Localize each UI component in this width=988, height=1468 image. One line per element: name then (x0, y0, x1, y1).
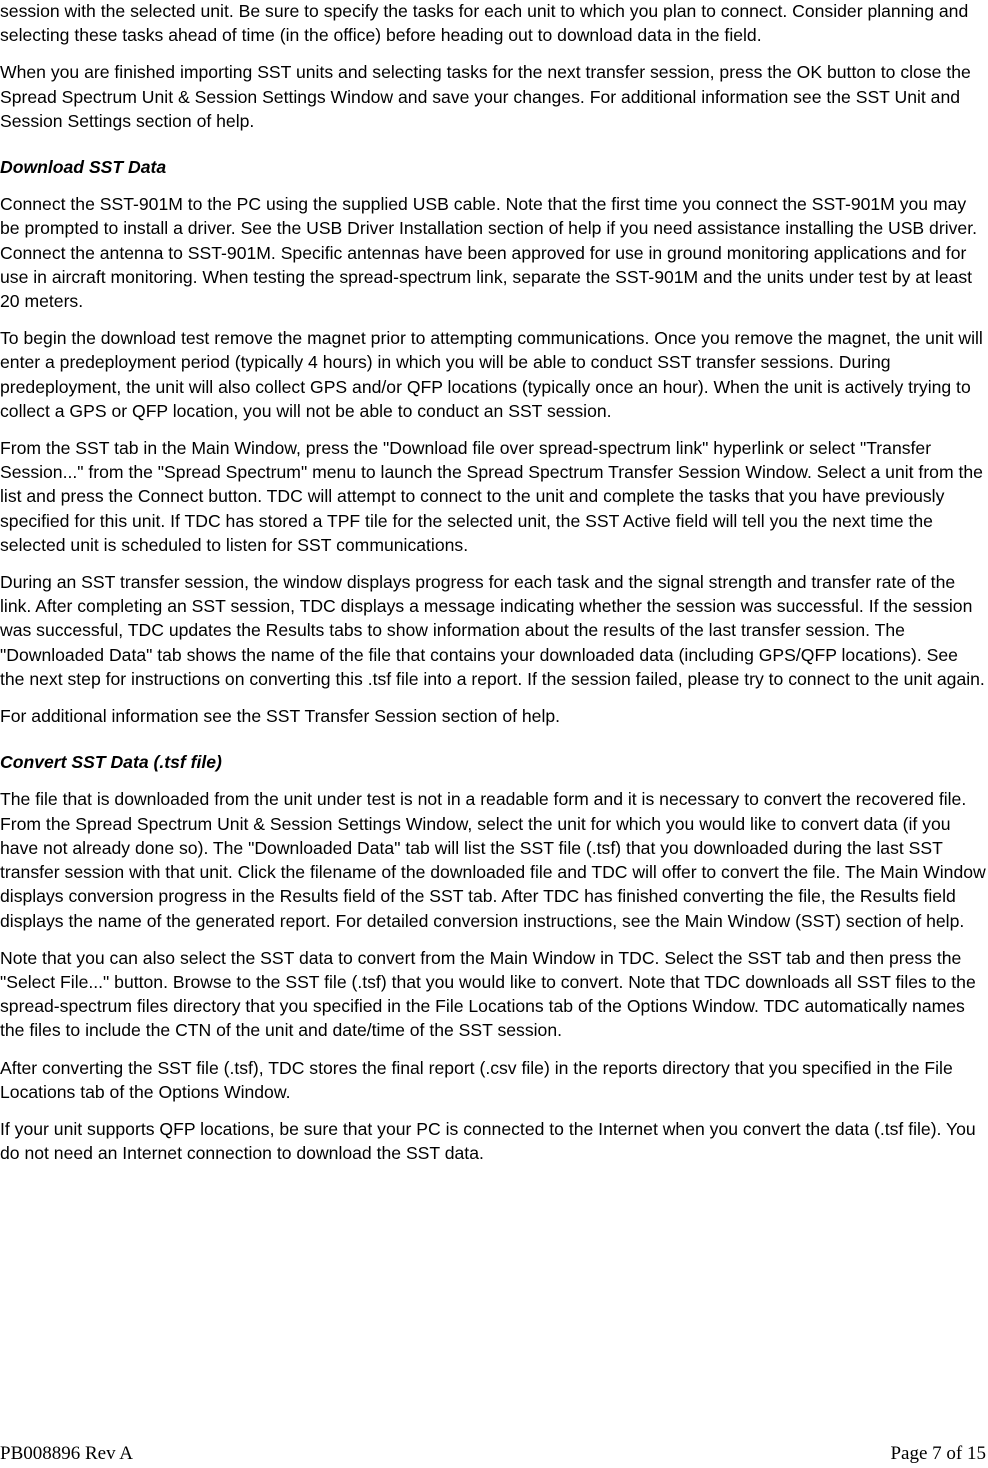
paragraph-connect-sst: Connect the SST-901M to the PC using the supplied USB cable. Note that the first time you connect the SST-901M you may be prompted to install a driver. See the USB Driver Installation section of help if you need assistance installing the USB driver. Connect the antenna to SST-901M. Specific antennas have been approved for use in ground monitoring applications and for use in aircraft monitoring. When testing the spread-spectrum link, separate the SST-901M and the units under test by at least 20 meters. (0, 194, 977, 312)
footer-document-id: PB008896 Rev A (0, 1443, 134, 1464)
paragraph-transfer-session-progress: During an SST transfer session, the window displays progress for each task and the signal strength and transfer rate of the link. After completing an SST session, TDC displays a message indicating whether the session was successful. If the session was successful, TDC updates the Results tabs to show information about the results of the last transfer session. The "Downloaded Data" tab shows the name of the file that contains your downloaded data (including GPS/QFP locations). See the next step for instructions on converting this .tsf file into a report. If the session failed, please try to connect to the unit again. (0, 572, 985, 689)
paragraph-begin-download-test: To begin the download test remove the magnet prior to attempting communications. Once you remove the magnet, the unit will enter a predeployment period (typically 4 hours) in which you will be able to conduct SST transfer sessions. During predeployment, the unit will also collect GPS and/or QFP locations (typically once an hour). When the unit is actively trying to collect a GPS or QFP location, you will not be able to conduct an SST session. (0, 328, 983, 421)
footer-page-number: Page 7 of 15 (890, 1443, 986, 1464)
paragraph-qfp-internet: If your unit supports QFP locations, be sure that your PC is connected to the Internet when you convert the data (.tsf file). You do not need an Internet connection to download the SST data. (0, 1118, 976, 1164)
heading-convert-sst-data: Convert SST Data (.tsf file) (0, 752, 222, 773)
paragraph-report-storage: After converting the SST file (.tsf), TDC stores the final report (.csv file) in the reports directory that you specified in the File Locations tab of the Options Window. (0, 1057, 953, 1102)
paragraph-sst-tab-transfer: From the SST tab in the Main Window, press the "Download file over spread-spectrum link" hyperlink or select "Transfer Session..." from the "Spread Spectrum" menu to launch the Spread Spectrum Transfer Session Window. Select a unit from the list and press the Connect button. TDC will attempt to connect to the unit and complete the tasks that you have previously specified for this unit. If TDC has stored a TPF tile for the selected unit, the SST Active field will tell you the next time the selected unit is scheduled to listen for SST communications. (0, 438, 983, 555)
paragraph-convert-file: The file that is downloaded from the unit under test is not in a readable form and it is necessary to convert the recovered file. From the Spread Spectrum Unit & Session Settings Window, select the unit for which you would like to convert data (if you have not already done so). The "Downloaded Data" tab will list the SST file (.tsf) that you downloaded during the last SST transfer session with that unit. Click the filename of the downloaded file and TDC will offer to convert the file. The Main Window displays conversion progress in the Results field of the SST tab. After TDC has finished converting the file, the Results field displays the name of the generated report. For detailed conversion instructions, see the Main Window (SST) section of help. (0, 789, 986, 931)
paragraph-select-from-main-window: Note that you can also select the SST data to convert from the Main Window in TDC. Select the SST tab and then press the "Select File..." button. Browse to the SST file (.tsf) that you would like to convert. Note that TDC downloads all SST files to the spread-spectrum files directory that you specified in the File Locations tab of the Options Window. TDC automatically names the files to include the CTN of the unit and date/time of the SST session. (0, 947, 976, 1041)
paragraph-download-additional-info: For additional information see the SST Transfer Session section of help. (0, 706, 561, 727)
heading-download-sst-data: Download SST Data (0, 157, 167, 178)
paragraph-intro-continued: session with the selected unit. Be sure to specify the tasks for each unit to which you plan to connect. Consider planning and selecting these tasks ahead of time (in the office) before heading out to download data in the field. (0, 1, 969, 46)
paragraph-finish-importing: When you are finished importing SST units and selecting tasks for the next transfer session, press the OK button to close the Spread Spectrum Unit & Session Settings Window and save your changes. For additional information see the SST Unit and Session Settings section of help. (0, 62, 971, 131)
page-footer (0, 1442, 986, 1466)
